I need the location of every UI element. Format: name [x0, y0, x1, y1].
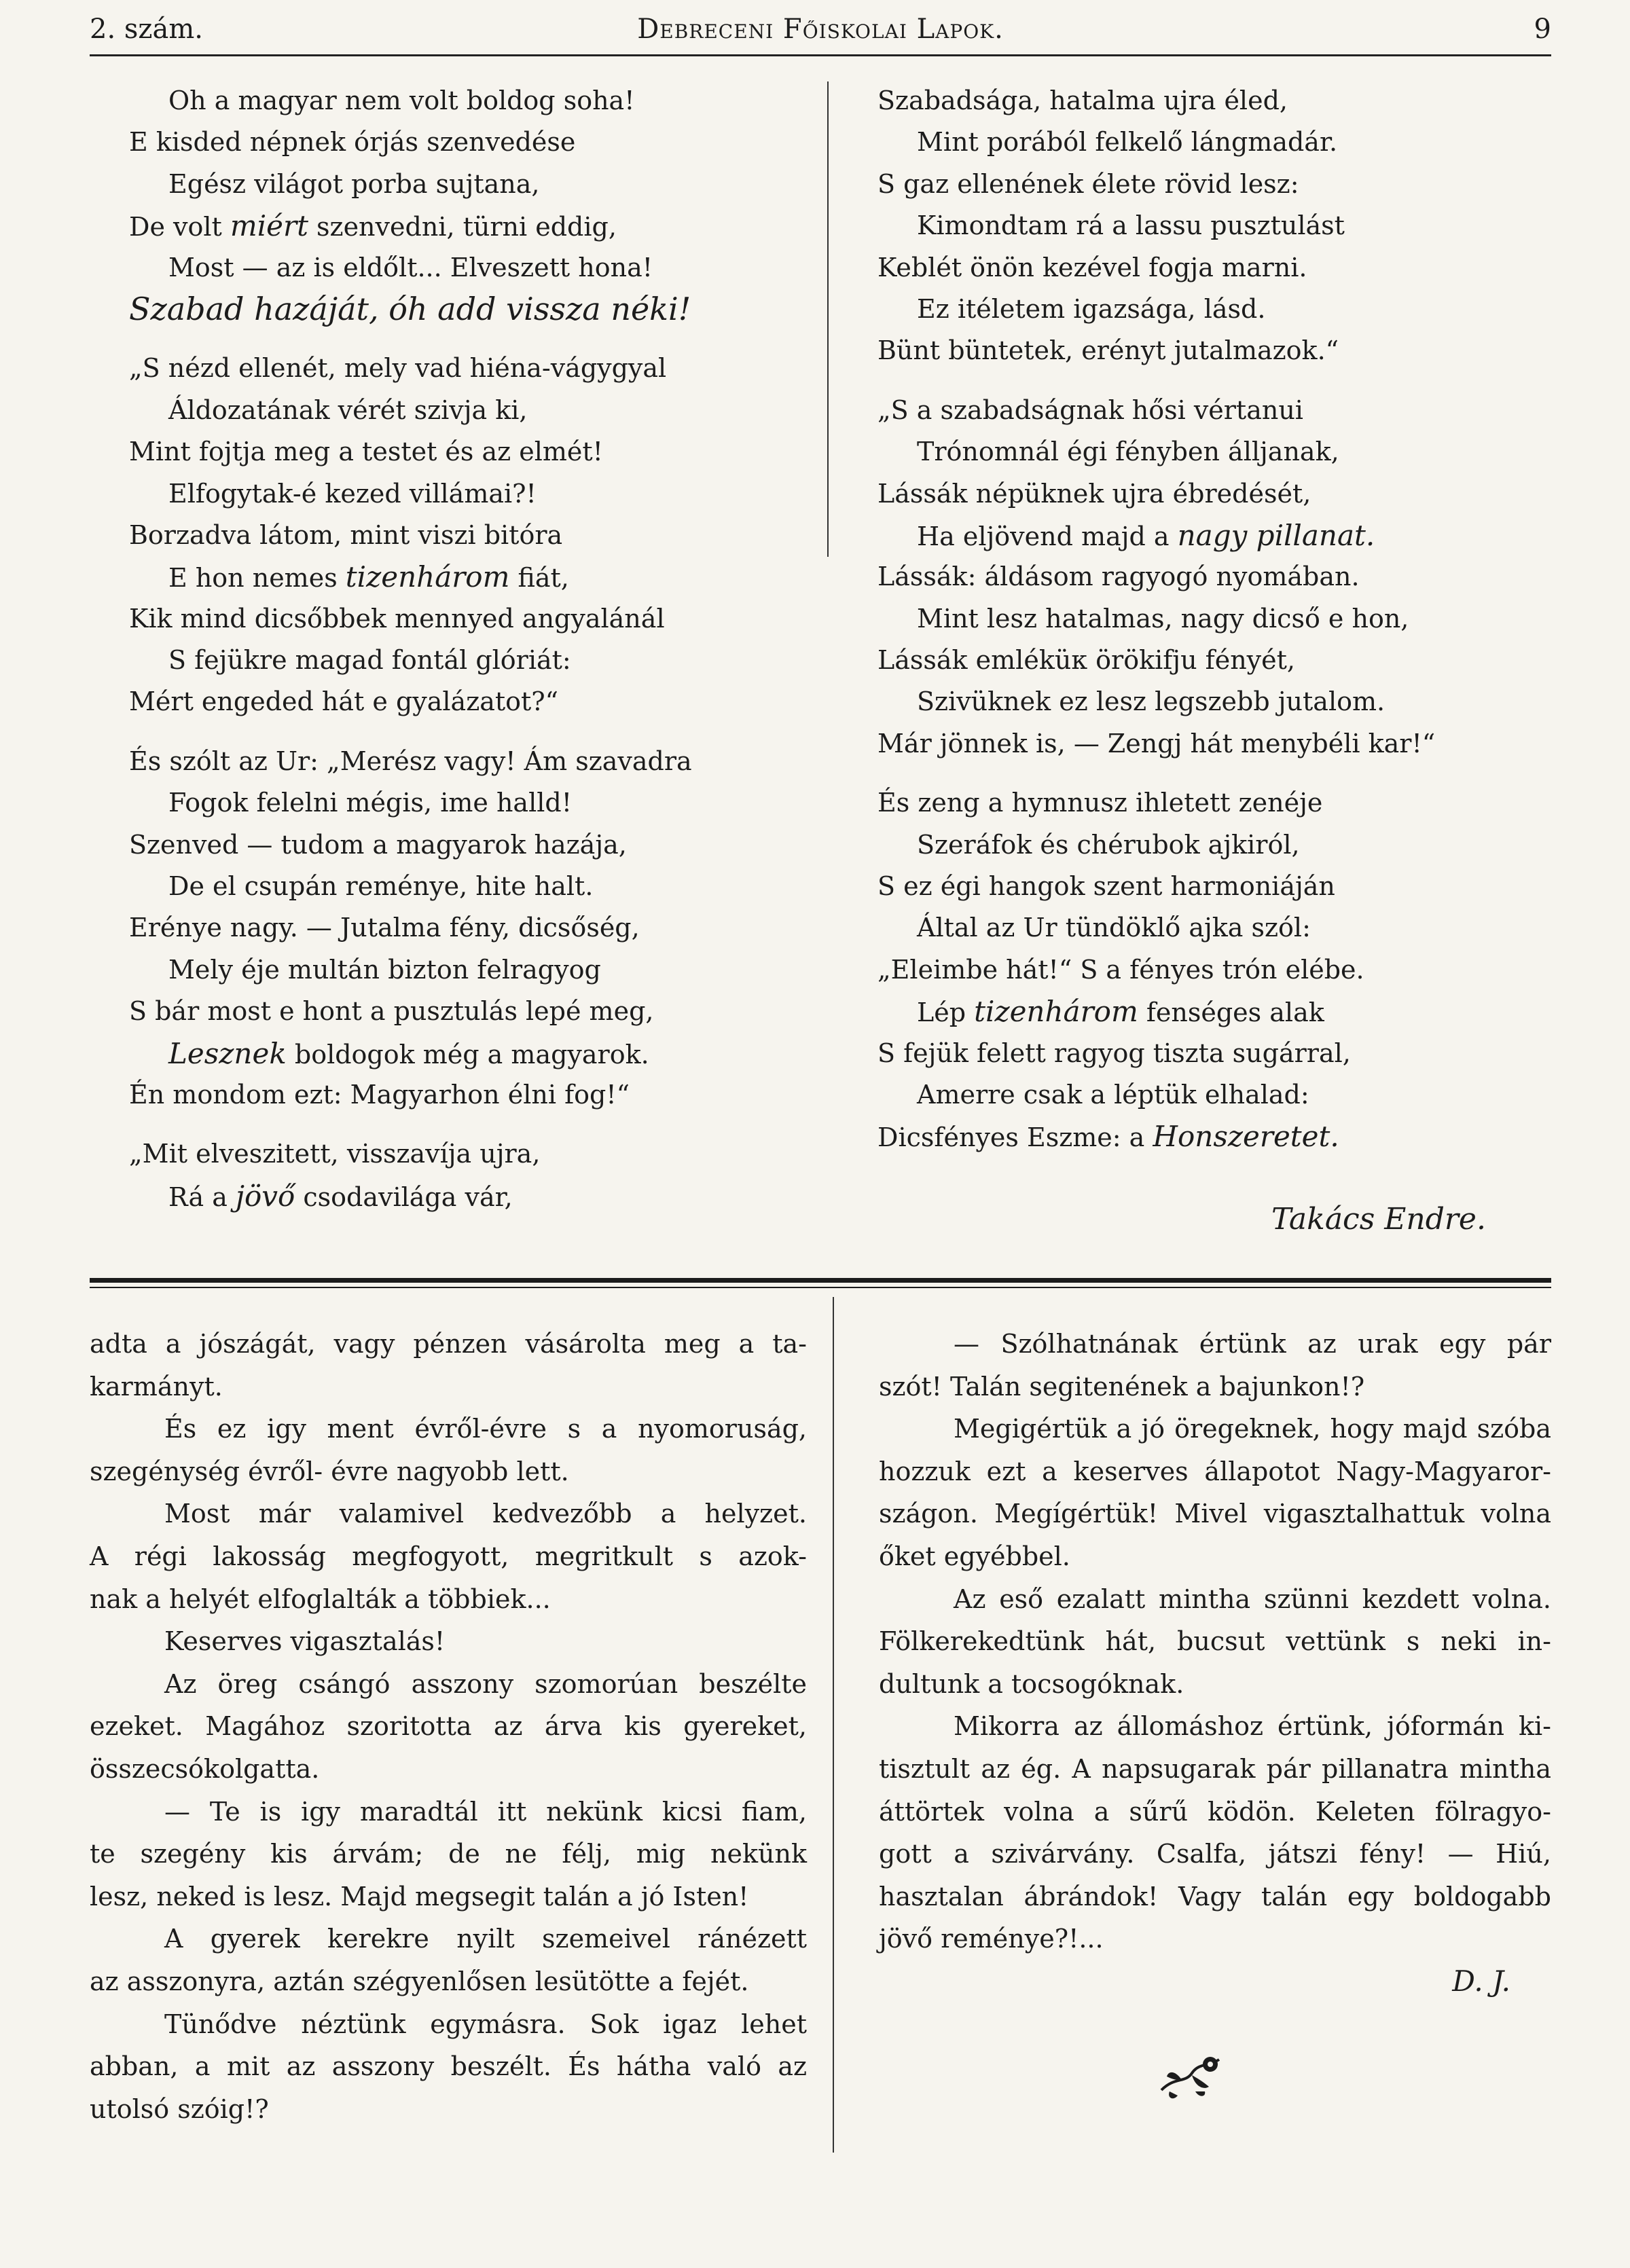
- poem-line: Szabad hazáját, óh add vissza néki!: [129, 290, 691, 327]
- poem-stanza: [129, 348, 808, 723]
- poem-stanza: [129, 80, 808, 330]
- poem-line: Rá a jövő csodavilága vár,: [168, 1179, 513, 1213]
- poem-line: Erénye nagy. — Jutalma fény, dicsőség,: [129, 913, 640, 943]
- prose-paragraph: [879, 1578, 1551, 1706]
- poem-line: „Eleimbe hát!“ S a fényes trón elébe.: [877, 954, 1364, 985]
- poem-line: Szeráfok és chérubok ajkiról,: [917, 829, 1300, 860]
- prose-left-column: [90, 1323, 807, 2130]
- poem-line: S gaz ellenének élete rövid lesz:: [877, 168, 1299, 199]
- prose-line: jövő reménye?!...: [879, 1924, 1104, 1954]
- prose-line: Fölkerekedtünk hát, bucsut vettünk s neki in-: [879, 1626, 1551, 1657]
- poem-signature: Takács Endre.: [1271, 1202, 1486, 1237]
- poem-line: Elfogytak-é kezed villámai?!: [168, 478, 537, 509]
- poem-line: Lássák emléküк örökifju fényét,: [877, 645, 1295, 676]
- poem-right-column: [877, 80, 1557, 1175]
- poem-line: Keblét önön kezével fogja marni.: [877, 252, 1307, 282]
- poem-line: S fejük felett ragyog tiszta sugárral,: [877, 1038, 1351, 1068]
- poem-line: Ha eljövend majd a nagy pillanat.: [917, 518, 1375, 552]
- prose-line: Most már valamivel kedvezőbb a helyzet.: [164, 1499, 807, 1529]
- prose-line: áttörtek volna a sűrű ködön. Keleten fölragyo-: [879, 1796, 1551, 1827]
- prose-line: összecsókolgatta.: [90, 1753, 320, 1784]
- prose-line: Az eső ezalatt mintha szünni kezdett volna.: [954, 1584, 1551, 1614]
- poem-line: Szabadsága, hatalma ujra éled,: [877, 86, 1288, 115]
- poem-line: Lép tizenhárom fenséges alak: [917, 995, 1324, 1029]
- poem-line: E kisded népnek órjás szenvedése: [129, 127, 576, 158]
- prose-line: dultunk a tocsogóknak.: [879, 1668, 1184, 1699]
- prose-line: ezeket. Magához szoritotta az árva kis gyereket,: [90, 1711, 807, 1742]
- prose-line: nak a helyét elfoglalták a többiek...: [90, 1584, 551, 1614]
- prose-line: Mikorra az állomáshoz értünk, jóformán ki-: [954, 1711, 1551, 1742]
- prose-right-column: [879, 1323, 1551, 2003]
- prose-paragraph: [90, 1620, 807, 1663]
- poem-line: És szólt az Ur: „Merész vagy! Ám szavadra: [129, 746, 692, 776]
- poem-line: De volt miért szenvedni, türni eddig,: [129, 209, 617, 243]
- prose-line: És ez igy ment évről-évre s a nyomoruság,: [164, 1414, 807, 1444]
- section-separator-thick: [90, 1278, 1551, 1283]
- prose-line: őket egyébbel.: [879, 1541, 1070, 1571]
- prose-line: Megigértük a jó öregeknek, hogy majd szóba: [954, 1414, 1551, 1444]
- poem-line: Én mondom ezt: Magyarhon élni fog!“: [129, 1079, 630, 1110]
- prose-line: gott a szivárvány. Csalfa, játszi fény! — Hiú,: [879, 1839, 1551, 1869]
- prose-line: szegénység évről- évre nagyobb lett.: [90, 1456, 569, 1486]
- prose-paragraph: [879, 1705, 1551, 1960]
- prose-paragraph: [879, 1408, 1551, 1577]
- poem-line: S ez égi hangok szent harmoniáján: [877, 871, 1335, 902]
- poem-stanza: [129, 1133, 808, 1217]
- poem-line: Mint porából felkelő lángmadár.: [917, 127, 1338, 158]
- poem-line: Kik mind dicsőbbek mennyed angyalánál: [129, 603, 665, 634]
- poem-line: És zeng a hymnusz ihletett zenéje: [877, 788, 1323, 818]
- poem-line: Bünt büntetek, erényt jutalmazok.“: [877, 335, 1339, 366]
- poem-line: „Mit elveszitett, visszavíja ujra,: [129, 1139, 541, 1169]
- poem-column-divider: [827, 81, 829, 557]
- prose-paragraph: [90, 1408, 807, 1493]
- poem-line: Szivüknek ez lesz legszebb jutalom.: [917, 687, 1386, 717]
- prose-line: hozzuk ezt a keserves állapotot Nagy-Magyaror-: [879, 1456, 1551, 1486]
- poem-line: E hon nemes tizenhárom fiát,: [168, 560, 569, 594]
- poem-line: Áldozatának vérét szivja ki,: [168, 395, 528, 425]
- prose-line: abban, a mit az asszony beszélt. És hátha való az: [90, 2051, 807, 2082]
- poem-line: Mely éje multán bizton felragyog: [168, 954, 601, 985]
- poem-stanza: [877, 390, 1557, 765]
- prose-line: hasztalan ábrándok! Vagy talán egy boldogabb: [879, 1881, 1551, 1912]
- poem-line: Mért engeded hát e gyalázatot?“: [129, 687, 559, 717]
- prose-line: tisztult az ég. A napsugarak pár pillanatra mintha: [879, 1753, 1551, 1784]
- prose-paragraph: [879, 1323, 1551, 1408]
- section-separator-thin: [90, 1287, 1551, 1288]
- poem-line: Trónomnál égi fényben álljanak,: [917, 437, 1339, 467]
- prose-line: Az öreg csángó asszony szomorúan beszélte: [164, 1668, 807, 1699]
- prose-line: utolsó szóig!?: [90, 2093, 269, 2124]
- issue-number: 2. szám.: [90, 14, 203, 45]
- prose-line: — Te is igy maradtál itt nekünk kicsi fiam,: [164, 1796, 807, 1827]
- prose-line: karmányt.: [90, 1371, 223, 1402]
- poem-line: Ez itéletem igazsága, lásd.: [917, 293, 1266, 324]
- prose-line: lesz, neked is lesz. Majd megsegit talán a jó Isten!: [90, 1881, 749, 1912]
- poem-line: Mint lesz hatalmas, nagy dicső e hon,: [917, 603, 1409, 634]
- prose-paragraph: [90, 1323, 807, 1408]
- poem-line: „S nézd ellenét, mely vad hiéna-vágygyal: [129, 353, 667, 384]
- prose-line: A gyerek kerekre nyilt szemeivel ránézett: [164, 1924, 807, 1954]
- prose-line: adta a jószágát, vagy pénzen vásárolta meg a ta-: [90, 1329, 807, 1359]
- prose-line: Keserves vigasztalás!: [164, 1626, 446, 1657]
- page-number: 9: [1534, 14, 1551, 45]
- prose-paragraph: [90, 1493, 807, 1620]
- poem-line: Szenved — tudom a magyarok hazája,: [129, 829, 627, 860]
- poem-left-column: [129, 80, 808, 1234]
- poem-line: Mint fojtja meg a testet és az elmét!: [129, 437, 603, 467]
- prose-paragraph: [90, 1791, 807, 1918]
- prose-line: az asszonyra, aztán szégyenlősen lesütötte a fejét.: [90, 1966, 749, 1996]
- poem-line: Amerre csak a léptük elhalad:: [917, 1079, 1309, 1110]
- prose-line: Tünődve néztünk egymásra. Sok igaz lehet: [164, 2009, 807, 2039]
- prose-line: szágon. Megígértük! Mivel vigasztalhattuk volna: [879, 1499, 1551, 1529]
- poem-stanza: [877, 80, 1557, 372]
- prose-column-divider: [833, 1297, 834, 2153]
- prose-paragraph: [90, 2003, 807, 2131]
- poem-line: „S a szabadságnak hősi vértanui: [877, 395, 1303, 425]
- poem-line: Lesznek boldogok még a magyarok.: [168, 1036, 649, 1070]
- poem-line: De el csupán reménye, hite halt.: [168, 871, 594, 902]
- poem-line: Lássák: áldásom ragyogó nyomában.: [877, 562, 1360, 592]
- poem-line: Által az Ur tündöklő ajka szól:: [917, 913, 1311, 943]
- poem-line: Kimondtam rá a lassu pusztulást: [917, 211, 1345, 241]
- poem-line: Oh a magyar nem volt boldog soha!: [168, 86, 635, 115]
- prose-paragraph: [90, 1918, 807, 2002]
- poem-line: Már jönnek is, — Zengj hát menybéli kar!“: [877, 728, 1436, 758]
- prose-signature: D. J.: [1452, 1964, 1510, 1998]
- prose-line: szót! Talán segitenének a bajunkon!?: [879, 1371, 1365, 1402]
- poem-line: Fogok felelni mégis, ime halld!: [168, 788, 572, 818]
- poem-line: Borzadva látom, mint viszi bitóra: [129, 519, 563, 550]
- header-rule: [90, 54, 1551, 56]
- publication-title: Debreceni Főiskolai Lapok.: [637, 14, 1004, 45]
- poem-stanza: [877, 782, 1557, 1158]
- poem-line: Lássák népüknek ujra ébredését,: [877, 478, 1311, 509]
- prose-paragraph: [90, 1663, 807, 1791]
- poem-line: S bár most e hont a pusztulás lepé meg,: [129, 996, 654, 1027]
- prose-line: A régi lakosság megfogyott, megritkult s azok-: [90, 1541, 807, 1571]
- poem-stanza: [129, 741, 808, 1116]
- prose-line: te szegény kis árvám; de ne félj, mig nekünk: [90, 1839, 807, 1869]
- prose-line: — Szólhatnának értünk az urak egy pár: [954, 1329, 1551, 1359]
- page-header: [90, 5, 1551, 53]
- poem-line: Most — az is eldőlt... Elveszett hona!: [168, 252, 653, 282]
- poem-line: Egész világot porba sujtana,: [168, 168, 540, 199]
- floral-ornament-icon: [1155, 2049, 1229, 2104]
- poem-line: S fejükre magad fontál glóriát:: [168, 645, 571, 676]
- poem-line: Dicsfényes Eszme: a Honszeretet.: [877, 1120, 1339, 1154]
